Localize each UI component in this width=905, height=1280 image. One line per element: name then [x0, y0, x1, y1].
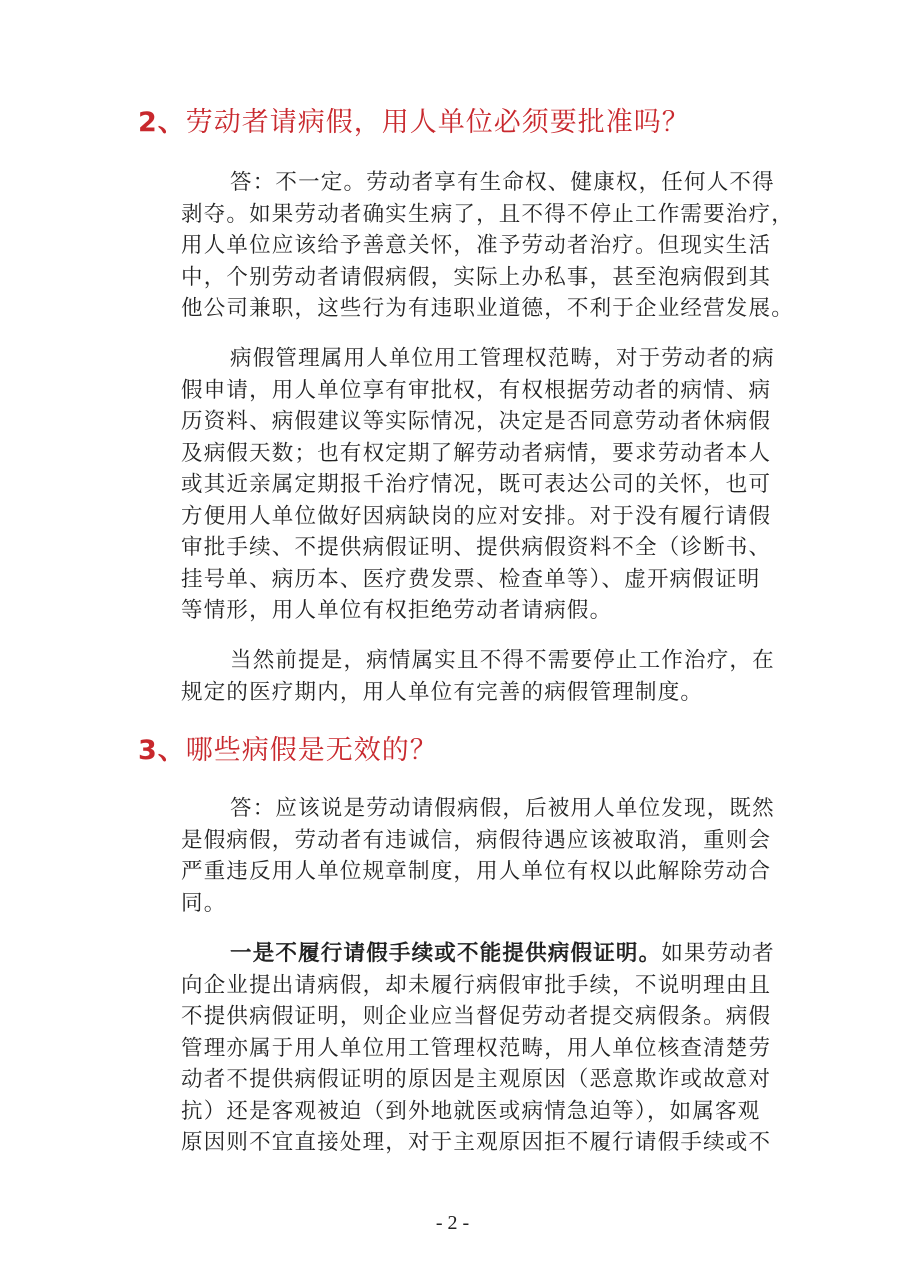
text-line: 答：不一定。劳动者享有生命权、健康权，任何人不得 — [230, 170, 775, 195]
text-line: 是假病假，劳动者有违诚信，病假待遇应该被取消，重则会 — [181, 827, 772, 853]
text-line: 动者不提供病假证明的原因是主观原因（恶意欺诈或故意对 — [181, 1067, 772, 1092]
section-2-number: 2、 — [138, 107, 186, 138]
text-line: 管理亦属于用人单位用工管理权范畴，用人单位核查清楚劳 — [181, 1035, 772, 1061]
section-2-title: 劳动者请病假，用人单位必须要批准吗？ — [185, 107, 690, 138]
text-line: 不提供病假证明，则企业应当督促劳动者提交病假条。病假 — [181, 1004, 772, 1029]
text-line: 审批手续、不提供病假证明、提供病假资料不全（诊断书、 — [181, 535, 772, 560]
text-line: 规定的医疗期内，用人单位有完善的病假管理制度。 — [181, 679, 704, 705]
text-line: 他公司兼职，这些行为有违职业道德，不利于企业经营发展。 — [181, 296, 794, 321]
text-line: 及病假天数；也有权定期了解劳动者病情，要求劳动者本人 — [181, 440, 772, 466]
text-line-first — [138, 938, 775, 970]
text-line: 原因则不宜直接处理，对于主观原因拒不履行请假手续或不 — [181, 1130, 772, 1155]
text-line: 向企业提出请病假，却未履行病假审批手续，不说明理由且 — [181, 972, 772, 998]
paragraph-answer-1 — [138, 167, 794, 325]
paragraph-answer-3 — [138, 793, 775, 919]
paragraph-sick-leave-management — [138, 343, 775, 627]
text-line: 严重违反用人单位规章制度，用人单位有权以此解除劳动合 — [181, 859, 772, 884]
first-line-rest: 如果劳动者 — [661, 941, 775, 966]
paragraph-point-one — [138, 938, 775, 1159]
text-line: 当然前提是，病情属实且不得不需要停止工作治疗，在 — [230, 648, 775, 673]
paragraph-premise — [138, 645, 775, 708]
text-line: 剥夺。如果劳动者确实生病了，且不得不停止工作需要治疗， — [181, 201, 794, 227]
text-line: 中，个别劳动者请假病假，实际上办私事，甚至泡病假到其 — [181, 264, 772, 290]
text-line: 用人单位应该给予善意关怀，准予劳动者治疗。但现实生活 — [181, 233, 772, 258]
text-line: 病假管理属用人单位用工管理权范畴，对于劳动者的病 — [230, 346, 775, 371]
text-line: 或其近亲属定期报千治疗情况，既可表达公司的关怀，也可 — [181, 472, 772, 497]
text-line: 答：应该说是劳动请假病假，后被用人单位发现，既然 — [230, 796, 775, 821]
text-line: 方便用人单位做好因病缺岗的应对安排。对于没有履行请假 — [181, 503, 772, 529]
section-3-number: 3、 — [138, 735, 186, 766]
text-line: 假申请，用人单位享有审批权，有权根据劳动者的病情、病 — [181, 377, 772, 403]
text-line: 抗）还是客观被迫（到外地就医或病情急迫等），如属客观 — [181, 1098, 761, 1124]
text-line: 同。 — [181, 890, 227, 916]
text-line: 等情形，用人单位有权拒绝劳动者请病假。 — [181, 598, 613, 623]
text-line: 挂号单、病历本、医疗费发票、检查单等）、虚开病假证明 — [181, 566, 761, 592]
bold-lead-text: 一是不履行请假手续或不能提供病假证明。 — [230, 941, 662, 966]
section-2-heading — [138, 105, 690, 141]
section-3-heading — [138, 733, 438, 769]
section-3-title: 哪些病假是无效的？ — [185, 735, 438, 766]
text-line: 历资料、病假建议等实际情况，决定是否同意劳动者休病假 — [181, 409, 772, 434]
page-number: - 2 - — [435, 1212, 470, 1234]
